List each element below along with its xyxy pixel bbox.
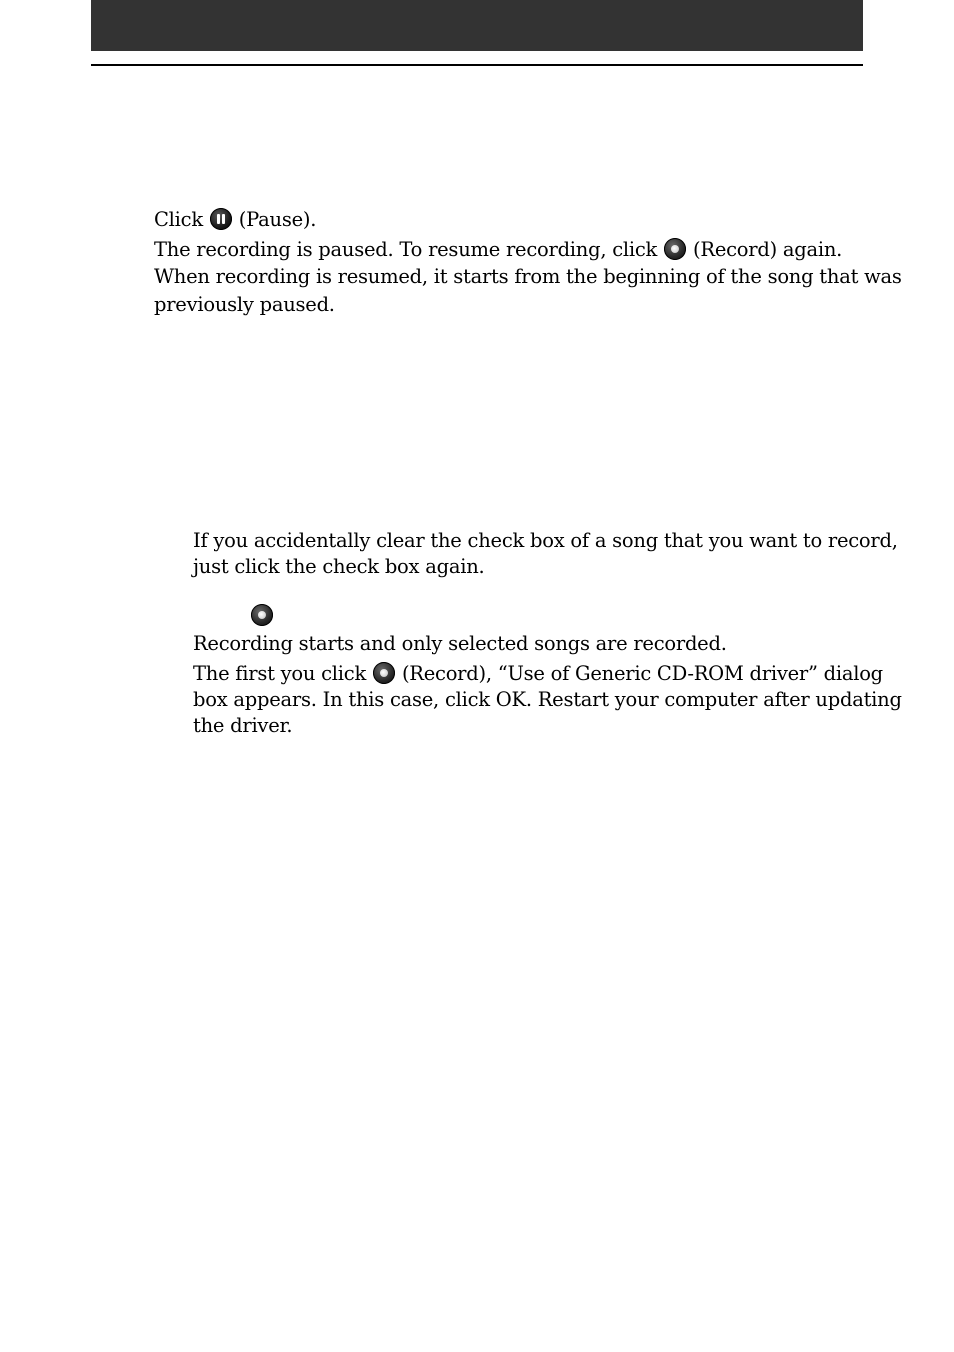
record-icon [251, 604, 273, 626]
driver-note-line-3: the driver. [193, 714, 293, 737]
paused-note-suffix: (Record) again. [693, 238, 843, 261]
recording-starts-note: Recording starts and only selected songs are recorded. [193, 632, 727, 655]
record-icon [373, 662, 395, 684]
driver-note-suffix: (Record), “Use of Generic CD-ROM driver” dialog [401, 662, 883, 685]
paused-note-prefix: The recording is paused. To resume recording, click [154, 238, 658, 261]
header-rule [91, 64, 863, 66]
paused-note [154, 237, 842, 263]
resume-note-line-1: When recording is resumed, it starts from the beginning of the song that was [154, 265, 902, 288]
resume-note-line-2: previously paused. [154, 293, 335, 316]
pause-icon [210, 208, 232, 230]
record-step [250, 603, 274, 629]
pause-step [154, 207, 316, 233]
checkbox-note-line-1: If you accidentally clear the check box of a song that you want to record, [193, 529, 898, 552]
driver-note-line-1 [193, 661, 883, 687]
pause-step-prefix: Click [154, 208, 203, 231]
pause-step-suffix: (Pause). [238, 208, 317, 231]
header-bar [91, 0, 863, 51]
checkbox-note-line-2: just click the check box again. [193, 555, 485, 578]
record-icon [664, 238, 686, 260]
driver-note-line-2: box appears. In this case, click OK. Restart your computer after updating [193, 688, 902, 711]
driver-note-prefix: The first you click [193, 662, 367, 685]
